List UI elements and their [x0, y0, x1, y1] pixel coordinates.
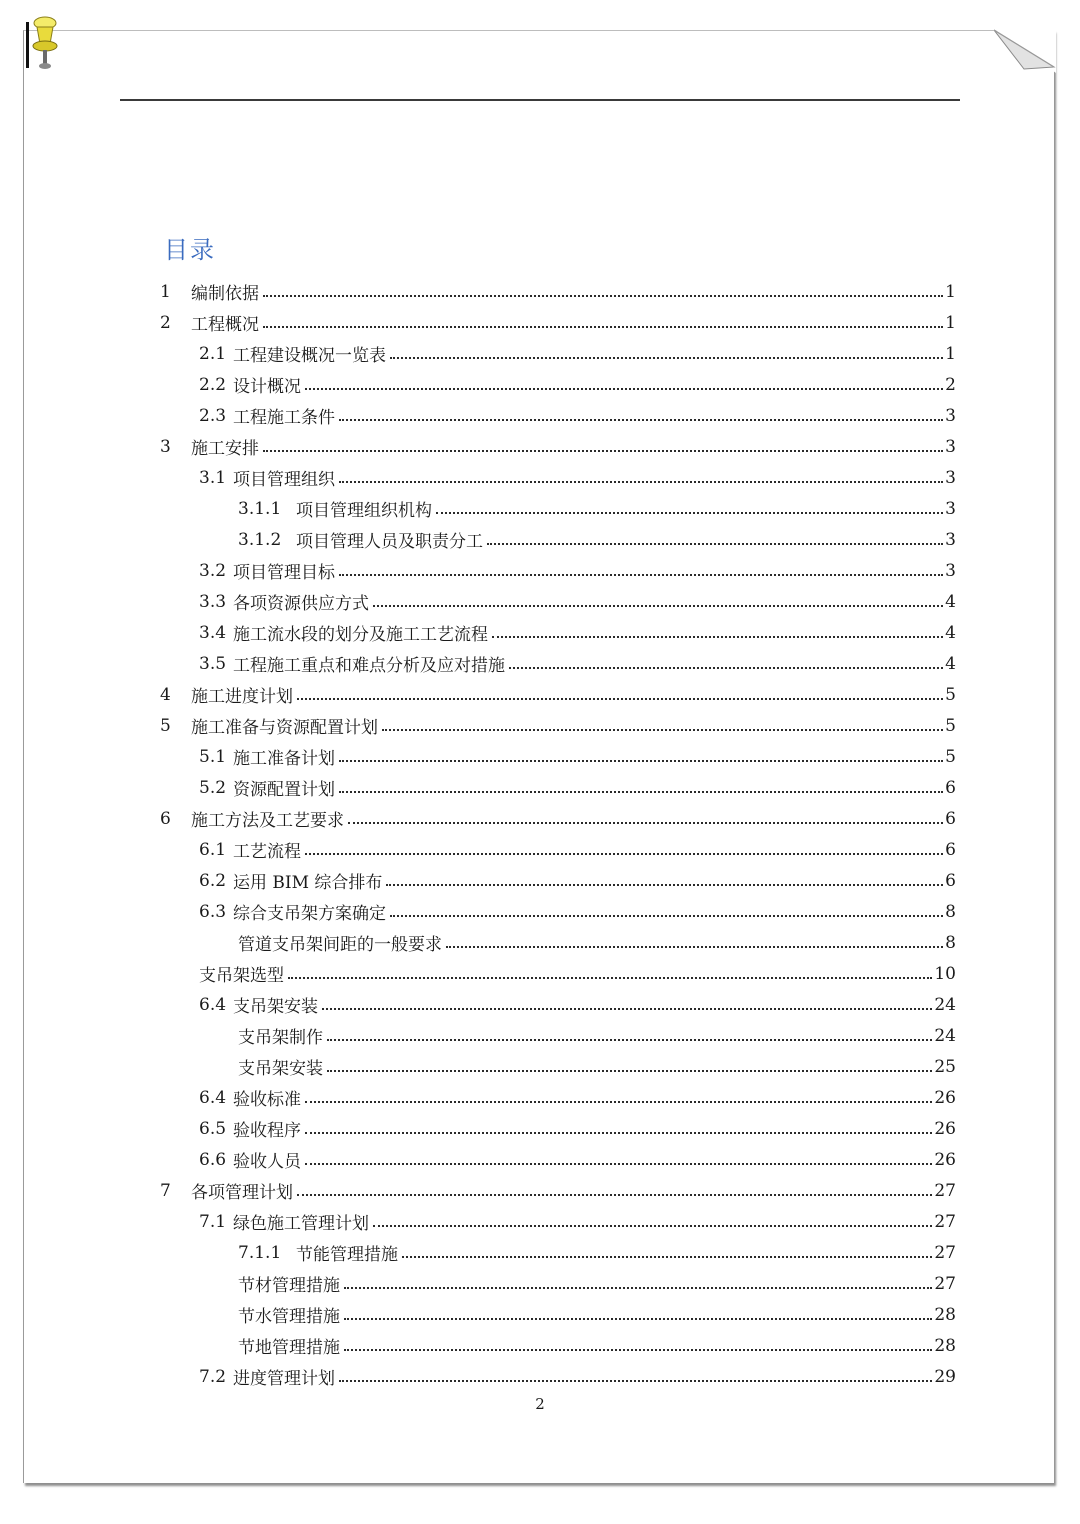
dot-leader — [288, 976, 932, 979]
dot-leader — [402, 1255, 932, 1258]
toc-entry-label: 节能管理措施 — [296, 1245, 398, 1265]
toc-entry[interactable] — [160, 865, 956, 896]
dot-leader — [339, 1379, 932, 1382]
toc-entry[interactable] — [160, 710, 956, 741]
toc-entry-label: 进度管理计划 — [233, 1369, 335, 1389]
dot-leader — [327, 1069, 932, 1072]
dot-leader — [305, 1100, 932, 1103]
toc-entry-page: 27 — [934, 1211, 956, 1232]
dot-leader — [509, 666, 943, 669]
toc-entry-page: 24 — [934, 994, 956, 1015]
toc-entry-label: 工艺流程 — [233, 842, 301, 862]
toc-entry-page: 6 — [945, 808, 956, 829]
table-of-contents — [160, 276, 956, 1392]
dot-leader — [297, 1193, 932, 1196]
toc-entry-label: 综合支吊架方案确定 — [233, 904, 386, 924]
toc-entry-label: 支吊架选型 — [199, 966, 284, 986]
toc-entry-page: 29 — [934, 1366, 956, 1387]
dot-leader — [339, 418, 943, 421]
toc-entry[interactable] — [160, 1051, 956, 1082]
toc-entry-number: 6.2 — [199, 870, 227, 891]
dot-leader — [305, 1131, 932, 1134]
dot-leader — [305, 852, 943, 855]
toc-entry-number: 5.2 — [199, 777, 227, 798]
toc-entry-number: 6.4 — [199, 994, 227, 1015]
toc-entry[interactable] — [160, 772, 956, 803]
toc-entry-page: 24 — [934, 1025, 956, 1046]
toc-entry[interactable] — [160, 400, 956, 431]
toc-entry-page: 3 — [945, 560, 956, 581]
toc-entry-number: 2 — [160, 312, 171, 333]
toc-entry-page: 27 — [934, 1273, 956, 1294]
toc-entry-label: 施工准备与资源配置计划 — [191, 718, 378, 738]
dot-leader — [487, 542, 943, 545]
dot-leader — [373, 1224, 932, 1227]
toc-entry[interactable] — [160, 1268, 956, 1299]
toc-entry-page: 1 — [945, 312, 956, 333]
toc-entry-label: 节水管理措施 — [238, 1307, 340, 1327]
toc-entry-label: 各项资源供应方式 — [233, 594, 369, 614]
toc-entry-label: 施工方法及工艺要求 — [191, 811, 344, 831]
dot-leader — [339, 573, 943, 576]
toc-title: 目录 — [164, 236, 216, 264]
toc-entry[interactable] — [160, 1237, 956, 1268]
toc-entry[interactable] — [160, 431, 956, 462]
toc-entry-page: 3 — [945, 529, 956, 550]
toc-entry[interactable] — [160, 679, 956, 710]
dot-leader — [263, 294, 943, 297]
toc-entry-label: 施工安排 — [191, 439, 259, 459]
toc-entry[interactable] — [160, 462, 956, 493]
toc-entry[interactable] — [160, 1144, 956, 1175]
dot-leader — [339, 480, 943, 483]
dot-leader — [344, 1317, 932, 1320]
toc-entry-number: 6.6 — [199, 1149, 227, 1170]
toc-entry[interactable] — [160, 617, 956, 648]
toc-entry-label: 施工流水段的划分及施工工艺流程 — [233, 625, 488, 645]
toc-entry-label: 编制依据 — [191, 284, 259, 304]
dot-leader — [344, 1348, 932, 1351]
toc-entry-label: 支吊架制作 — [238, 1028, 323, 1048]
dot-leader — [373, 604, 943, 607]
toc-entry-number: 3.1.2 — [238, 529, 282, 550]
toc-entry-label: 工程概况 — [191, 315, 259, 335]
toc-entry-page: 6 — [945, 777, 956, 798]
toc-entry-number: 6.5 — [199, 1118, 227, 1139]
toc-entry-page: 4 — [945, 622, 956, 643]
dot-leader — [344, 1286, 932, 1289]
toc-entry[interactable] — [160, 1206, 956, 1237]
toc-entry-label: 施工准备计划 — [233, 749, 335, 769]
toc-entry-page: 4 — [945, 591, 956, 612]
toc-entry-page: 1 — [945, 281, 956, 302]
toc-entry-number: 3.5 — [199, 653, 227, 674]
toc-entry[interactable] — [160, 648, 956, 679]
toc-entry-page: 25 — [934, 1056, 956, 1077]
toc-entry[interactable] — [160, 307, 956, 338]
toc-entry-number: 3 — [160, 436, 171, 457]
toc-entry-number: 3.3 — [199, 591, 227, 612]
toc-entry-label: 工程建设概况一览表 — [233, 346, 386, 366]
dot-leader — [390, 914, 943, 917]
toc-entry-number: 6 — [160, 808, 171, 829]
toc-entry-label: 工程施工条件 — [233, 408, 335, 428]
toc-entry[interactable] — [160, 1361, 956, 1392]
toc-entry-number: 5 — [160, 715, 171, 736]
toc-entry-number: 6.3 — [199, 901, 227, 922]
dot-leader — [339, 790, 943, 793]
toc-entry-label: 项目管理组织 — [233, 470, 335, 490]
toc-entry[interactable] — [160, 1330, 956, 1361]
dot-leader — [263, 325, 943, 328]
toc-entry-number: 6.4 — [199, 1087, 227, 1108]
toc-entry-label: 设计概况 — [233, 377, 301, 397]
toc-entry-number: 3.1.1 — [238, 498, 282, 519]
toc-entry[interactable] — [160, 369, 956, 400]
page-number: 2 — [535, 1395, 545, 1413]
toc-entry-label: 资源配置计划 — [233, 780, 335, 800]
toc-entry-page: 5 — [945, 715, 956, 736]
toc-entry[interactable] — [160, 1299, 956, 1330]
toc-entry-label: 项目管理目标 — [233, 563, 335, 583]
toc-entry-number: 7.1 — [199, 1211, 227, 1232]
toc-entry-page: 10 — [934, 963, 956, 984]
toc-entry[interactable] — [160, 803, 956, 834]
toc-entry-page: 4 — [945, 653, 956, 674]
toc-entry-label: 施工进度计划 — [191, 687, 293, 707]
dot-leader — [327, 1038, 932, 1041]
dot-leader — [305, 1162, 932, 1165]
toc-entry[interactable] — [160, 276, 956, 307]
toc-entry-number: 1 — [160, 281, 171, 302]
toc-entry-number: 6.1 — [199, 839, 227, 860]
toc-entry-page: 1 — [945, 343, 956, 364]
toc-entry-label: 验收标准 — [233, 1090, 301, 1110]
dot-leader — [492, 635, 943, 638]
toc-entry-label: 验收人员 — [233, 1152, 301, 1172]
toc-entry[interactable] — [160, 834, 956, 865]
toc-entry-label: 节地管理措施 — [238, 1338, 340, 1358]
toc-entry-page: 3 — [945, 436, 956, 457]
toc-entry-number: 7.1.1 — [238, 1242, 282, 1263]
toc-entry-page: 3 — [945, 467, 956, 488]
toc-entry[interactable] — [160, 493, 956, 524]
toc-entry-number: 7.2 — [199, 1366, 227, 1387]
toc-entry-page: 2 — [945, 374, 956, 395]
toc-entry[interactable] — [160, 896, 956, 927]
toc-entry[interactable] — [160, 1175, 956, 1206]
toc-entry-page: 26 — [934, 1087, 956, 1108]
toc-entry-number: 3.4 — [199, 622, 227, 643]
toc-entry-label: 验收程序 — [233, 1121, 301, 1141]
toc-entry-label: 节材管理措施 — [238, 1276, 340, 1296]
toc-entry-label: 管道支吊架间距的一般要求 — [238, 935, 442, 955]
toc-entry-page: 8 — [945, 901, 956, 922]
toc-entry-page: 6 — [945, 870, 956, 891]
toc-entry-page: 6 — [945, 839, 956, 860]
dot-leader — [297, 697, 943, 700]
toc-entry-page: 27 — [934, 1180, 956, 1201]
dot-leader — [390, 356, 943, 359]
dot-leader — [436, 511, 943, 514]
dot-leader — [386, 883, 943, 886]
toc-entry-page: 5 — [945, 684, 956, 705]
header-rule — [120, 99, 960, 101]
toc-entry[interactable] — [160, 927, 956, 958]
pushpin-icon — [24, 14, 60, 72]
toc-entry-page: 3 — [945, 498, 956, 519]
toc-entry-number: 5.1 — [199, 746, 227, 767]
toc-entry-label: 绿色施工管理计划 — [233, 1214, 369, 1234]
toc-entry[interactable] — [160, 524, 956, 555]
toc-entry-page: 3 — [945, 405, 956, 426]
toc-entry[interactable] — [160, 1082, 956, 1113]
toc-entry-label: 各项管理计划 — [191, 1183, 293, 1203]
toc-entry-label: 项目管理人员及职责分工 — [296, 532, 483, 552]
toc-entry-label: 项目管理组织机构 — [296, 501, 432, 521]
toc-entry-number: 3.1 — [199, 467, 227, 488]
toc-entry[interactable] — [160, 555, 956, 586]
toc-entry-page: 28 — [934, 1335, 956, 1356]
toc-entry-label: 支吊架安装 — [238, 1059, 323, 1079]
dot-leader — [322, 1007, 932, 1010]
toc-entry-page: 27 — [934, 1242, 956, 1263]
dot-leader — [263, 449, 943, 452]
dot-leader — [348, 821, 943, 824]
toc-entry-label: 工程施工重点和难点分析及应对措施 — [233, 656, 505, 676]
toc-entry-label: 支吊架安装 — [233, 997, 318, 1017]
toc-entry-page: 5 — [945, 746, 956, 767]
toc-entry-number: 2.1 — [199, 343, 227, 364]
toc-entry-number: 4 — [160, 684, 171, 705]
toc-entry-number: 2.2 — [199, 374, 227, 395]
dot-leader — [339, 759, 943, 762]
dot-leader — [305, 387, 943, 390]
toc-entry-number: 2.3 — [199, 405, 227, 426]
toc-entry-label: 运用 BIM 综合排布 — [233, 873, 383, 893]
toc-entry-page: 8 — [945, 932, 956, 953]
dot-leader — [382, 728, 943, 731]
dot-leader — [446, 945, 943, 948]
toc-entry[interactable] — [160, 989, 956, 1020]
toc-entry-page: 26 — [934, 1149, 956, 1170]
toc-entry[interactable] — [160, 338, 956, 369]
toc-entry[interactable] — [160, 1113, 956, 1144]
toc-entry-page: 28 — [934, 1304, 956, 1325]
page-curl-corner — [994, 29, 1056, 73]
toc-entry-page: 26 — [934, 1118, 956, 1139]
toc-entry[interactable] — [160, 958, 956, 989]
toc-entry-number: 3.2 — [199, 560, 227, 581]
toc-entry-number: 7 — [160, 1180, 171, 1201]
toc-entry[interactable] — [160, 741, 956, 772]
toc-entry[interactable] — [160, 586, 956, 617]
toc-entry[interactable] — [160, 1020, 956, 1051]
